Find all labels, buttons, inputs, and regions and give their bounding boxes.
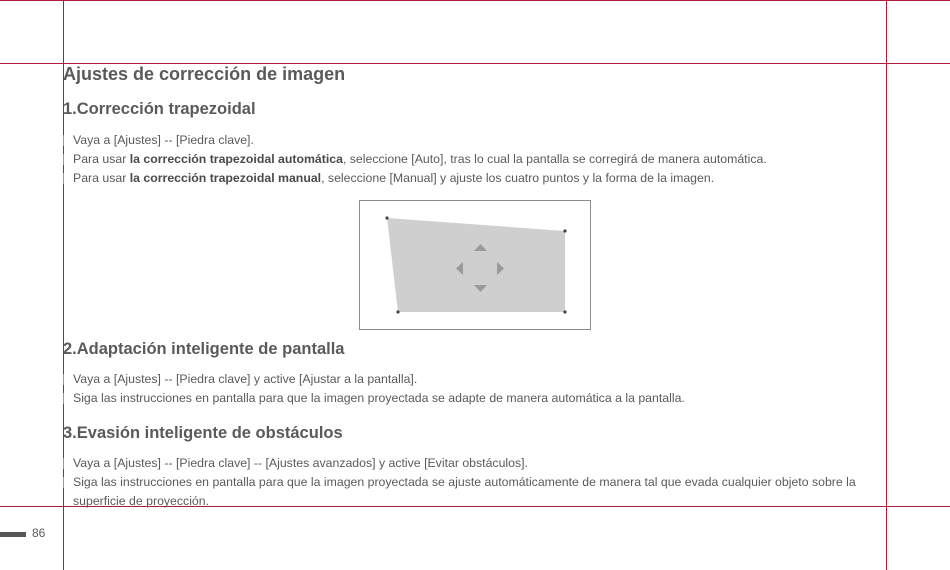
section-obstacle-heading: 3.Evasión inteligente de obstáculos	[63, 424, 343, 442]
corner-point-bottom-right	[563, 310, 566, 313]
bold-term: la corrección trapezoidal automática	[129, 152, 343, 166]
list-item: Siga las instrucciones en pantalla para que la imagen proyectada se adapte de manera automática a la pantalla.	[63, 389, 685, 408]
keystone-diagram	[360, 201, 590, 329]
list-item: Vaya a [Ajustes] -- [Piedra clave] y active [Ajustar a la pantalla].	[63, 370, 685, 389]
crop-guide-right	[886, 0, 887, 570]
keystone-quad	[387, 218, 565, 312]
list-item: Para usar la corrección trapezoidal manual, seleccione [Manual] y ajuste los cuatro puntos y la forma de la imagen.	[63, 169, 767, 188]
list-item: Vaya a [Ajustes] -- [Piedra clave].	[63, 131, 767, 150]
list-item: Siga las instrucciones en pantalla para que la imagen proyectada se ajuste automáticamente de manera tal que evada cualquier objeto sobre la superficie de proyección.	[63, 473, 885, 511]
corner-point-bottom-left	[396, 310, 399, 313]
section-obstacle-list	[63, 454, 885, 511]
section-screen-fit-list	[63, 370, 685, 408]
page-number: 86	[32, 526, 46, 540]
page-title: Ajustes de corrección de imagen	[63, 64, 346, 84]
section-screen-fit-heading: 2.Adaptación inteligente de pantalla	[63, 340, 345, 358]
section-keystone-list	[63, 131, 767, 188]
corner-point-top-left	[385, 216, 388, 219]
page-bar	[0, 532, 26, 537]
corner-point-top-right	[563, 229, 566, 232]
keystone-illustration	[359, 200, 591, 330]
section-keystone-heading: 1.Corrección trapezoidal	[63, 100, 256, 118]
bold-term: la corrección trapezoidal manual	[129, 171, 322, 185]
list-item: Para usar la corrección trapezoidal automática, seleccione [Auto], tras lo cual la pantalla se corregirá de manera automática.	[63, 150, 767, 169]
crop-guide-top-edge	[0, 0, 950, 1]
list-item: Vaya a [Ajustes] -- [Piedra clave] -- [Ajustes avanzados] y active [Evitar obstáculos].	[63, 454, 885, 473]
